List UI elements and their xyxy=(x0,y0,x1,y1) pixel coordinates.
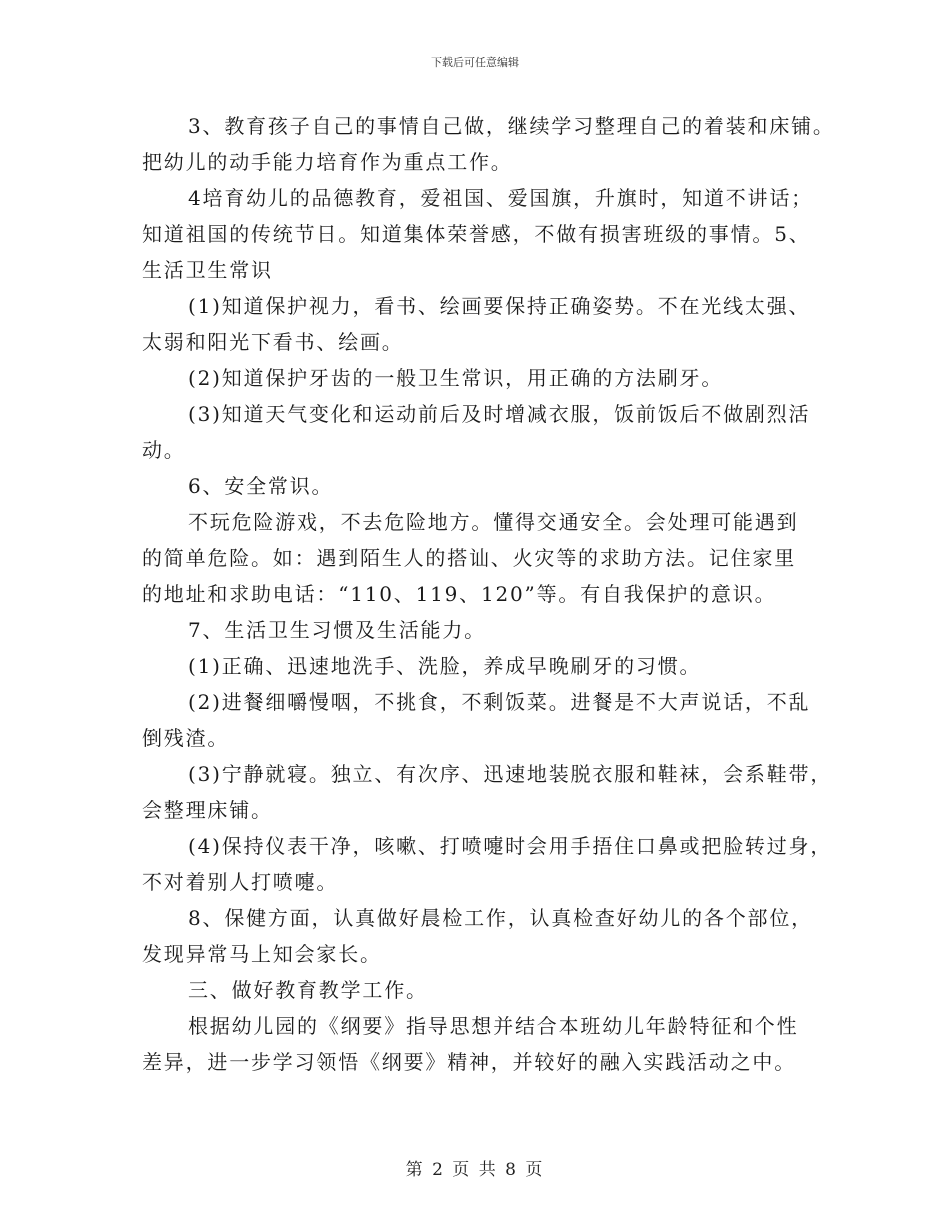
text-line: 的简单危险。如：遇到陌生人的搭讪、火灾等的求助方法。记住家里 xyxy=(142,546,796,570)
page-header: 下载后可任意编辑 xyxy=(431,56,519,69)
text-line: 生活卫生常识 xyxy=(142,258,273,282)
text-line: 动。 xyxy=(142,438,186,462)
document-body xyxy=(142,108,842,1080)
text-line: 7、生活卫生习惯及生活能力。 xyxy=(188,618,486,642)
text-line: 不玩危险游戏，不去危险地方。懂得交通安全。会处理可能遇到 xyxy=(188,510,799,534)
text-line: 3、教育孩子自己的事情自己做，继续学习整理自己的着装和床铺。 xyxy=(188,114,835,138)
text-line: 4培育幼儿的品德教育，爱祖国、爱国旗，升旗时，知道不讲话； xyxy=(188,186,813,210)
text-line: 差异，进一步学习领悟《纲要》精神，并较好的融入实践活动之中。 xyxy=(142,1050,796,1074)
text-line: 太弱和阳光下看书、绘画。 xyxy=(142,330,404,354)
text-line: (3)知道天气变化和运动前后及时增减衣服，饭前饭后不做剧烈活 xyxy=(188,402,811,426)
text-line: 发现异常马上知会家长。 xyxy=(142,942,382,966)
text-line: 不对着别人打喷嚏。 xyxy=(142,870,339,894)
text-line: 8、保健方面，认真做好晨检工作，认真检查好幼儿的各个部位， xyxy=(188,906,813,930)
text-line: (4)保持仪表干净，咳嗽、打喷嚏时会用手捂住口鼻或把脸转过身， xyxy=(188,834,833,858)
text-line: (1)正确、迅速地洗手、洗脸，养成早晚刷牙的习惯。 xyxy=(188,654,702,678)
text-line: 三、做好教育教学工作。 xyxy=(188,978,428,1002)
text-line: 倒残渣。 xyxy=(142,726,230,750)
text-line: 6、安全常识。 xyxy=(188,474,334,498)
text-line: 根据幼儿园的《纲要》指导思想并结合本班幼儿年龄特征和个性 xyxy=(188,1014,799,1038)
text-line: (3)宁静就寝。独立、有次序、迅速地装脱衣服和鞋袜，会系鞋带， xyxy=(188,762,833,786)
text-line: (2)进餐细嚼慢咽，不挑食，不剩饭菜。进餐是不大声说话，不乱 xyxy=(188,690,811,714)
text-line: 会整理床铺。 xyxy=(142,798,273,822)
page-footer: 第 2 页 共 8 页 xyxy=(405,1160,545,1180)
text-line: 把幼儿的动手能力培育作为重点工作。 xyxy=(142,150,513,174)
text-line: 知道祖国的传统节日。知道集体荣誉感，不做有损害班级的事情。5、 xyxy=(142,222,811,246)
text-line: (2)知道保护牙齿的一般卫生常识，用正确的方法刷牙。 xyxy=(188,366,724,390)
text-line: (1)知道保护视力，看书、绘画要保持正确姿势。不在光线太强、 xyxy=(188,294,811,318)
text-line: 的地址和求助电话：“110、119、120”等。有自我保护的意识。 xyxy=(142,582,777,606)
